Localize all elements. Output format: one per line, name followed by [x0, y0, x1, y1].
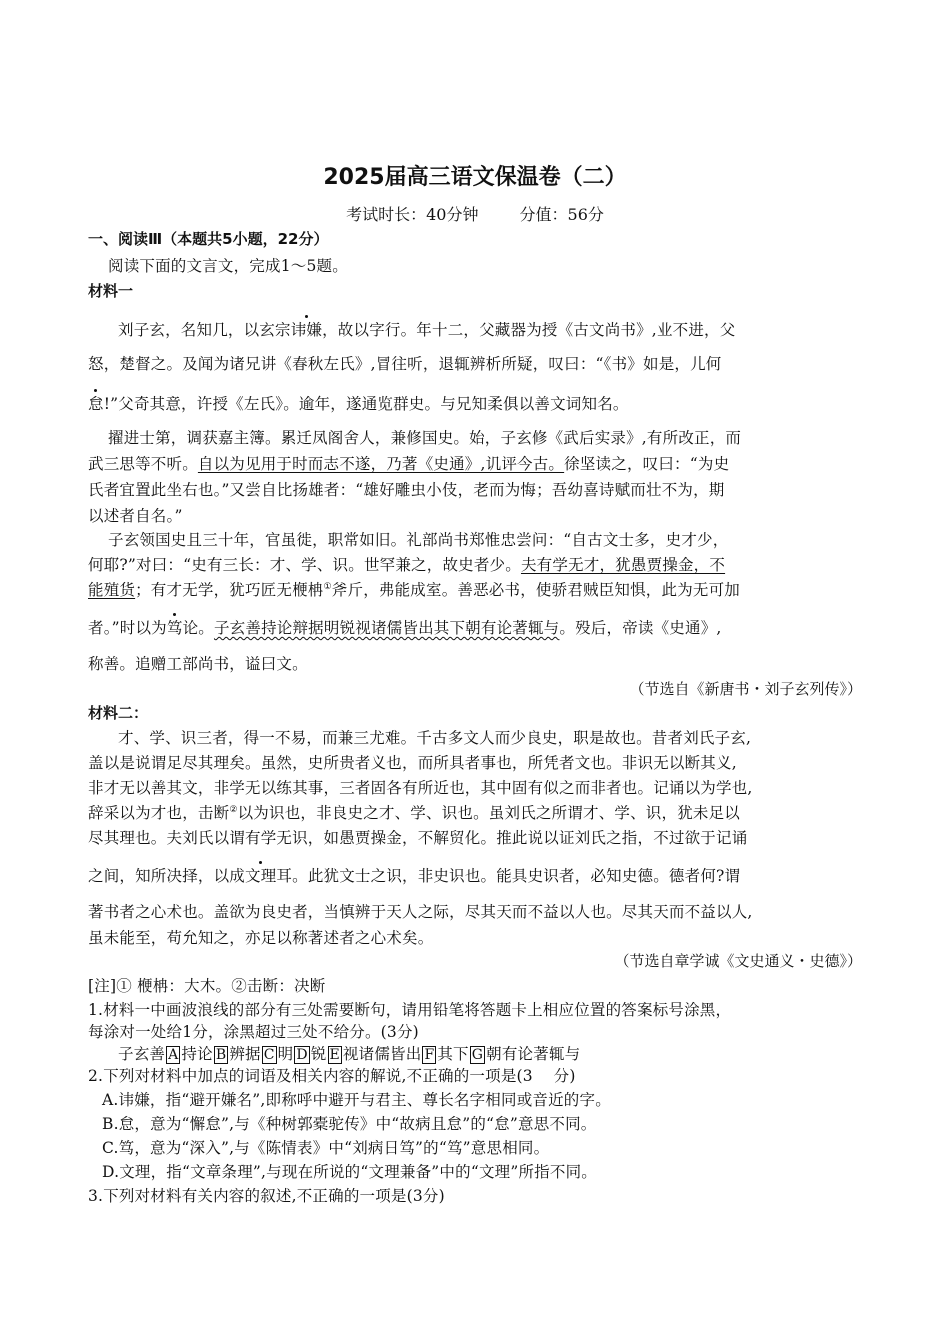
material2-source: （节选自章学诚《文史通义・史德》） — [614, 952, 862, 970]
break-option-d[interactable]: D — [296, 1047, 308, 1063]
m2-line6: 之间，知所决择，以成文理耳。此犹文士之识，非史识也。能具史识者，必知史德。德者何?谓 — [88, 867, 741, 885]
section-heading: 一、阅读Ⅲ（本题共5小题，22分） — [88, 230, 329, 248]
exam-score: 分值：56分 — [519, 205, 604, 224]
m2-line2: 盖以是说谓足尽其理矣。虽然，史所贵者义也，而所具者事也，所凭者文也。非识无以断其义, — [88, 754, 737, 772]
dotted-word-dai: 怠 — [88, 395, 104, 413]
note-mark-2: ② — [229, 804, 238, 815]
break-option-a[interactable]: A — [168, 1047, 179, 1063]
material1-source: （节选自《新唐书・刘子玄列传》） — [629, 680, 862, 698]
m1-p1-line2: 怒，楚督之。及闻为诸兄讲《春秋左氏》,冒往听，退辄辨析所疑，叹曰：“《书》如是，儿何 — [88, 355, 722, 373]
m1-p3-line3: 能殖货；有才无学，犹巧匠无楩柟①斧斤，弗能成室。善恶必书，使骄君贼臣知惧，此为无可加 — [88, 581, 740, 599]
underlined-sentence-2b: 能殖货 — [88, 581, 136, 599]
break-option-c[interactable]: C — [263, 1047, 275, 1063]
m1-p2-line4: 以述者自名。” — [88, 507, 183, 525]
dotted-word-wenli: 文理 — [245, 867, 277, 885]
m2-line8: 虽未能至，苟允知之，亦足以称著述者之心术矣。 — [88, 929, 434, 947]
m2-line3: 非才无以善其文，非学无以练其事，三者固各有所近也，其中固有似之而非者也。记诵以为学也, — [88, 779, 753, 797]
break-option-b[interactable]: B — [215, 1047, 227, 1063]
break-option-e[interactable]: E — [329, 1047, 340, 1063]
q2-stem: 2.下列对材料中加点的词语及相关内容的解说,不正确的一项是(3 分) — [88, 1067, 576, 1085]
exam-time: 考试时长：40分钟 — [346, 205, 479, 224]
q1-stem-line2: 每涂对一处给1分，涂黑超过三处不给分。(3分) — [88, 1023, 419, 1041]
m2-line5: 尽其理也。夫刘氏以谓有学无识，如愚贾操金，不解贸化。推此说以证刘氏之指，不过欲于记诵 — [88, 829, 748, 847]
q2-option-a[interactable]: A.讳嫌，指“避开嫌名”,即称呼中避开与君主、尊长名字相同或音近的字。 — [102, 1091, 611, 1109]
underlined-sentence-2a: 夫有学无才，犹愚贾操金，不 — [520, 556, 726, 574]
page-title: 2025届高三语文保温卷（二） — [323, 165, 627, 190]
q3-stem: 3.下列对材料有关内容的叙述,不正确的一项是(3分) — [88, 1187, 445, 1205]
q2-option-b[interactable]: B.怠，意为“懈怠”,与《种树郭橐驼传》中“故病且怠”的“怠”意思不同。 — [102, 1115, 597, 1133]
q2-option-c[interactable]: C.笃，意为“深入”,与《陈情表》中“刘病日笃”的“笃”意思相同。 — [102, 1139, 550, 1157]
m1-p2-line1: 擢进士第，调获嘉主簿。累迁凤阁舍人，兼修国史。始，子玄修《武后实录》,有所改正，而 — [108, 429, 742, 447]
annotation-notes: [注]① 楩柟：大木。②击断：决断 — [88, 977, 326, 995]
q1-stem-line1: 1.材料一中画波浪线的部分有三处需要断句，请用铅笔将答题卡上相应位置的答案标号涂黑， — [88, 1001, 732, 1019]
q2-option-d[interactable]: D.文理，指“文章条理”,与现在所说的“文理兼备”中的“文理”所指不同。 — [102, 1163, 597, 1181]
m2-line4: 辞采以为才也，击断②以为识也，非良史之才、学、识也。虽刘氏之所谓才、学、识，犹未足以 — [88, 804, 740, 822]
section-instruction: 阅读下面的文言文，完成1～5题。 — [108, 257, 348, 275]
m1-p3-line1: 子玄领国史且三十年，官虽徙，职常如旧。礼部尚书郑惟忠尝问：“自古文士多，史才少， — [108, 531, 729, 549]
m1-p3-line4: 者。”时以为笃论。子玄善持论辩据明锐视诸儒皆出其下朝有论著辄与。殁后，帝读《史通》, — [88, 619, 722, 637]
dotted-word-huixian: 讳嫌 — [290, 321, 323, 339]
m1-p3-line2: 何耶?”对曰：“史有三长：才、学、识。世罕兼之，故史者少。夫有学无才，犹愚贾操金，不 — [88, 556, 726, 574]
dotted-word-du: 笃 — [166, 619, 183, 637]
exam-info — [0, 202, 950, 225]
m1-p2-line3: 氏者宜置此坐右也。”又尝自比扬雄者：“雄好雕虫小伎，老而为悔；吾幼喜诗赋而壮不为，期 — [88, 481, 725, 499]
note-mark-1: ① — [323, 581, 332, 592]
wavy-line-sentence: 子玄善持论辩据明锐视诸儒皆出其下朝有论著辄与 — [213, 619, 560, 637]
m1-p2-line2: 武三思等不听。自以为见用于时而志不遂，乃著《史通》,讥评今古。徐坚读之，叹曰：“为史 — [88, 455, 730, 473]
m2-line7: 著书者之心术也。盖欲为良史者，当慎辨于天人之际，尽其天而不益以人也。尽其天而不益以人, — [88, 903, 753, 921]
m2-line1: 才、学、识三者，得一不易，而兼三尤难。千古多文人而少良史，职是故也。昔者刘氏子玄, — [118, 729, 752, 747]
material2-label: 材料二： — [88, 704, 149, 722]
m1-p1-line3: 怠!”父奇其意，许授《左氏》。逾年，遂通览群史。与兄知柔俱以善文词知名。 — [88, 395, 629, 413]
q1-options: 子玄善 A 持论 B 辨据 C 明 D 锐 E 视诸儒皆出 F 其下 G 朝有论著辄与 — [118, 1045, 581, 1063]
m1-p1-line1: 刘子玄，名知几，以玄宗讳嫌，故以字行。年十二，父藏器为授《古文尚书》,业不进，父 — [118, 321, 736, 339]
m1-p3-line5: 称善。追赠工部尚书，谥曰文。 — [88, 655, 308, 673]
break-option-f[interactable]: F — [424, 1047, 435, 1063]
break-option-g[interactable]: G — [471, 1047, 484, 1063]
material1-label: 材料一 — [88, 282, 134, 300]
underlined-sentence-1: 自以为见用于时而志不遂，乃著《史通》,讥评今古。 — [197, 455, 565, 473]
